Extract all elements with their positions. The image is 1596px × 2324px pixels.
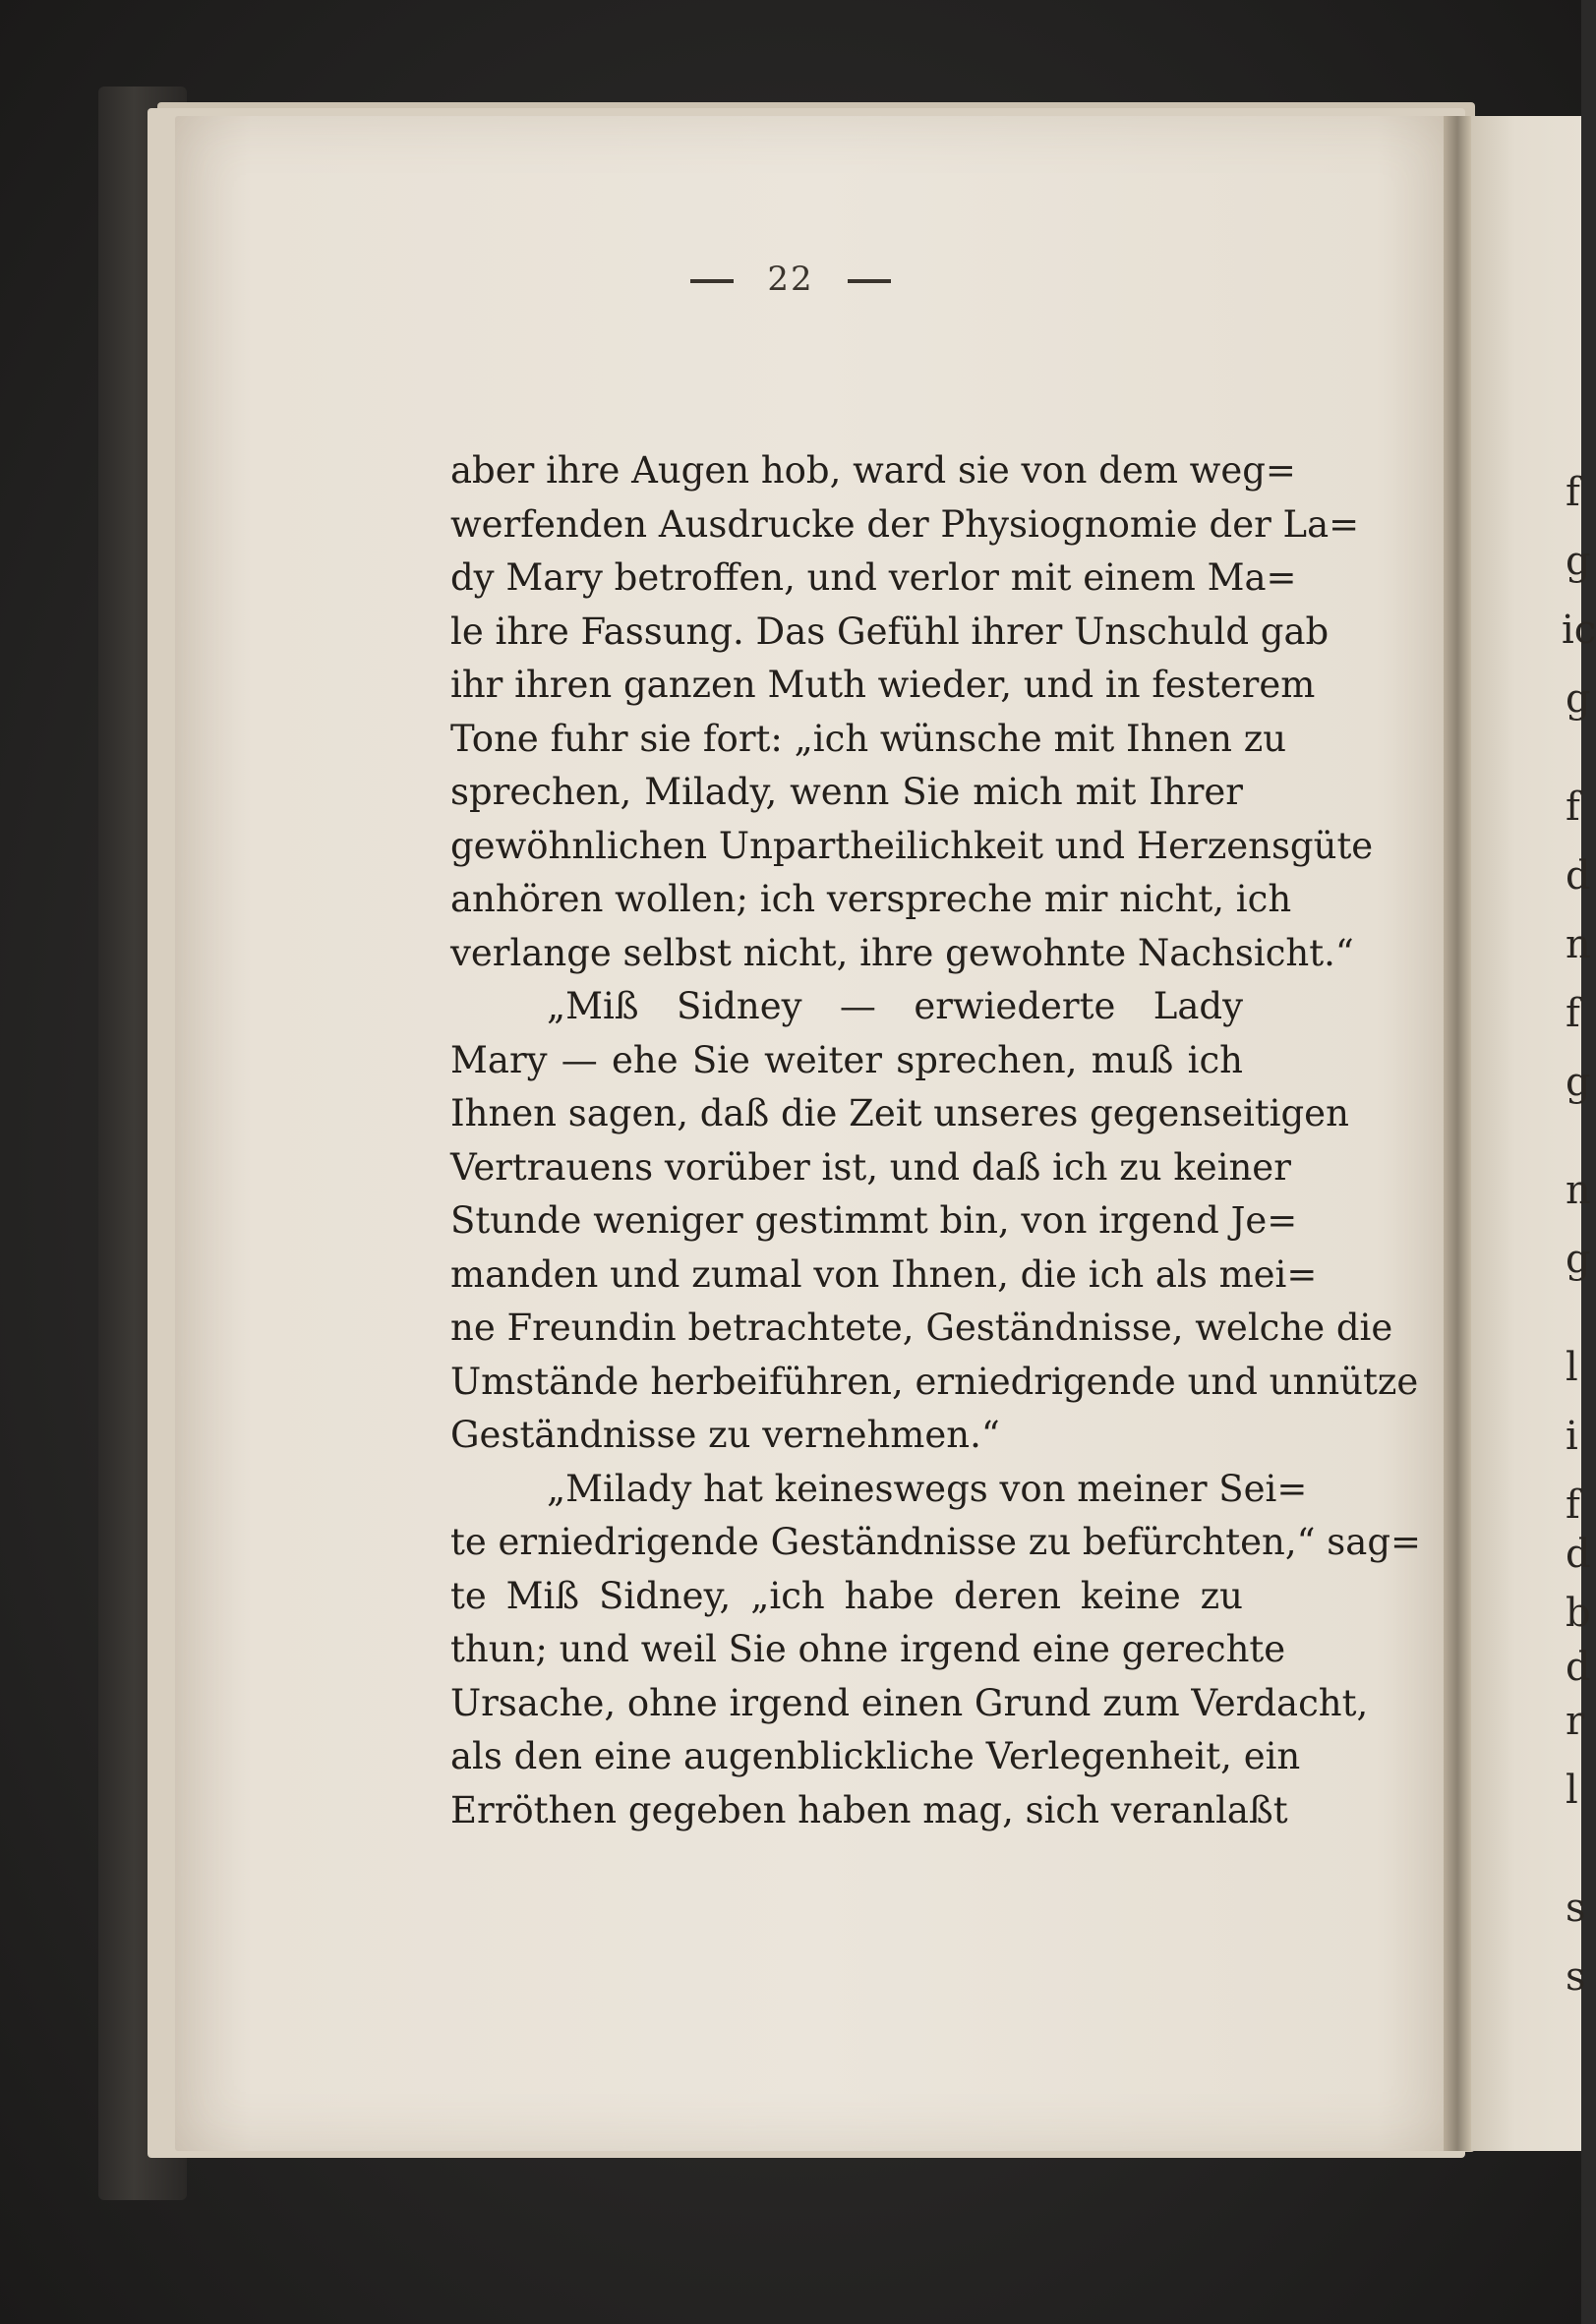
text-line: „Miß Sidney — erwiederte Lady — [547, 985, 1243, 1027]
next-page-glyph: f — [1566, 470, 1580, 515]
text-line: „Milady hat keineswegs von meiner Sei= — [547, 1467, 1308, 1510]
next-page-glyph: i — [1566, 1414, 1578, 1459]
header-dash-right — [848, 279, 891, 283]
next-page-glyph: g — [1566, 1237, 1591, 1282]
next-page-sliver — [1471, 116, 1596, 2151]
text-line: werfenden Ausdrucke der Physiognomie der La= — [450, 502, 1360, 546]
text-line: gewöhnlichen Unpartheilichkeit und Herzensgüte — [450, 824, 1374, 867]
book-gutter — [1444, 116, 1471, 2151]
text-line: Stunde weniger gestimmt bin, von irgend Je= — [450, 1199, 1298, 1242]
text-line: thun; und weil Sie ohne irgend eine gerechte — [450, 1628, 1286, 1670]
next-page-glyph: d — [1566, 853, 1591, 899]
text-line: manden und zumal von Ihnen, die ich als mei= — [450, 1252, 1318, 1296]
text-line: Geständnisse zu vernehmen.“ — [450, 1414, 1000, 1456]
text-line: Tone fuhr sie fort: „ich wünsche mit Ihnen zu — [450, 717, 1287, 760]
next-page-glyph: g — [1566, 1060, 1591, 1105]
text-line: Erröthen gegeben haben mag, sich veranlaßt — [450, 1788, 1288, 1831]
text-line: Mary — ehe Sie weiter sprechen, muß ich — [450, 1038, 1243, 1081]
text-line: ne Freundin betrachtete, Geständnisse, welche die — [450, 1307, 1393, 1349]
text-line: verlange selbst nicht, ihre gewohnte Nachsicht.“ — [450, 931, 1354, 974]
text-line: le ihre Fassung. Das Gefühl ihrer Unschuld gab — [450, 610, 1330, 653]
text-line: Vertrauens vorüber ist, und daß ich zu keiner — [450, 1145, 1291, 1189]
text-line: ihr ihren ganzen Muth wieder, und in festerem — [450, 664, 1316, 706]
text-line: Ihnen sagen, daß die Zeit unseres gegenseitigen — [450, 1092, 1349, 1134]
body-text — [450, 444, 1422, 1837]
text-line: Ursache, ohne irgend einen Grund zum Verdacht, — [450, 1681, 1369, 1724]
next-page-glyph: n — [1566, 1168, 1591, 1213]
next-page-glyph: d — [1566, 1532, 1591, 1577]
next-page-glyph: f — [1566, 991, 1580, 1036]
text-line: Umstände herbeiführen, erniedrigende und unnütze — [450, 1360, 1419, 1403]
next-page-glyph: r — [1566, 1699, 1585, 1744]
next-page-glyph: l — [1566, 1768, 1578, 1813]
text-line: te erniedrigende Geständnisse zu befürchten,“ sag= — [450, 1521, 1422, 1563]
next-page-glyph: b — [1566, 1591, 1591, 1636]
text-line: als den eine augenblickliche Verlegenheit, ein — [450, 1735, 1301, 1777]
next-page-glyph: l — [1566, 1345, 1578, 1390]
page-header — [0, 260, 1581, 299]
text-line: aber ihre Augen hob, ward sie von dem weg= — [450, 449, 1296, 492]
page-number: 22 — [767, 260, 814, 299]
next-page-glyph: d — [1566, 1645, 1591, 1690]
text-line: dy Mary betroffen, und verlor mit einem Ma= — [450, 556, 1297, 599]
text-line: sprechen, Milady, wenn Sie mich mit Ihrer — [450, 771, 1243, 813]
next-page-glyph: s — [1566, 1954, 1586, 2000]
text-line: anhören wollen; ich verspreche mir nicht, ich — [450, 878, 1292, 920]
next-page-glyph: ic — [1562, 608, 1596, 653]
header-dash-left — [690, 279, 734, 283]
next-page-glyph: f — [1566, 784, 1580, 830]
next-page-glyph: s — [1566, 1886, 1586, 1931]
next-page-glyph: g — [1566, 539, 1591, 584]
next-page-glyph: f — [1566, 1482, 1580, 1528]
text-line: te Miß Sidney, „ich habe deren keine zu — [450, 1574, 1243, 1617]
next-page-glyph: n — [1566, 922, 1591, 967]
next-page-glyph: g — [1566, 676, 1591, 722]
